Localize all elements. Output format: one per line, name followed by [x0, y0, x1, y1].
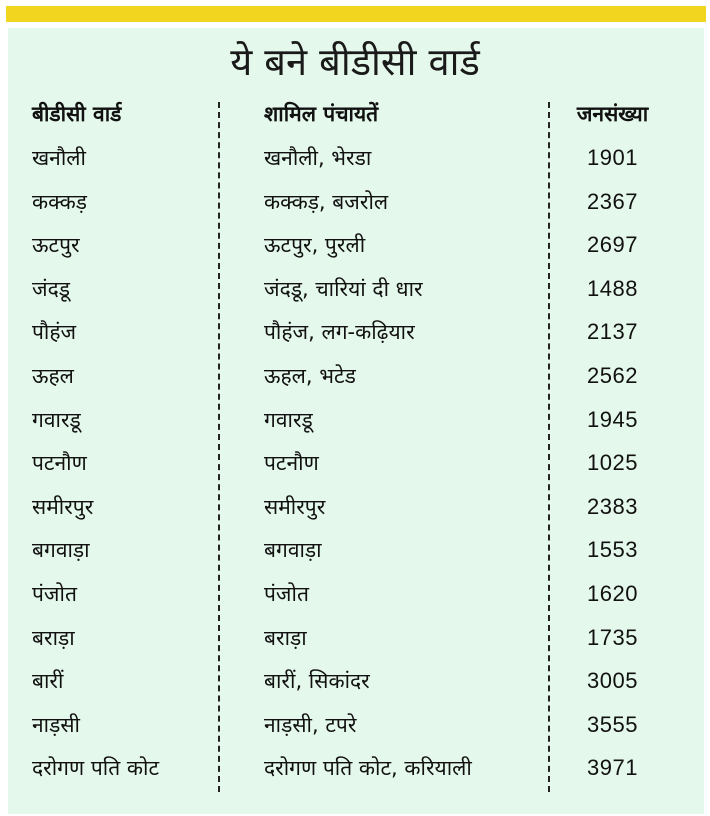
header-ward: बीडीसी वार्ड [32, 102, 122, 126]
panchayats-cell: दरोगण पति कोट, करियाली [264, 756, 472, 780]
header-population: जनसंख्या [576, 102, 649, 126]
ward-cell: जंदडू [32, 277, 70, 301]
population-cell: 2367 [587, 189, 638, 214]
population-cell: 1488 [587, 276, 638, 301]
ward-cell: बारीं [32, 669, 64, 693]
page-title: ये बने बीडीसी वार्ड [230, 40, 480, 84]
ward-cell: बराड़ा [32, 626, 75, 650]
ward-cell: कक्कड़ [32, 190, 87, 214]
ward-cell: पंजोत [32, 582, 77, 606]
ward-cell: ऊटपुर [32, 233, 80, 257]
ward-cell: खनौली [32, 146, 86, 170]
population-cell: 1901 [587, 145, 638, 170]
panchayats-cell: कक्कड़, बजरोल [264, 190, 389, 214]
population-cell: 2137 [587, 319, 638, 344]
ward-cell: ऊहल [32, 364, 74, 388]
panchayats-cell: समीरपुर [264, 495, 326, 519]
ward-cell: पौहंज [32, 320, 77, 344]
population-cell: 2562 [587, 363, 638, 388]
panchayats-cell: खनौली, भेरडा [264, 146, 372, 170]
top-accent-bar [6, 6, 706, 22]
panchayats-cell: नाड़सी, टपरे [264, 713, 357, 737]
population-cell: 1735 [587, 625, 638, 650]
population-cell: 1025 [587, 450, 638, 475]
panchayats-cell: पंजोत [264, 582, 309, 606]
population-cell: 1620 [587, 581, 638, 606]
panchayats-cell: बराड़ा [264, 626, 307, 650]
panchayats-cell: ऊहल, भटेड [264, 364, 356, 388]
header-panchayats: शामिल पंचायतें [264, 102, 379, 126]
population-cell: 1945 [587, 407, 638, 432]
ward-cell: नाड़सी [32, 713, 80, 737]
panchayats-cell: बगवाड़ा [264, 538, 322, 562]
population-cell: 3971 [587, 755, 638, 780]
panchayats-cell: जंदडू, चारियां दी धार [264, 277, 423, 301]
ward-cell: दरोगण पति कोट [32, 756, 160, 780]
column-divider-1 [218, 102, 220, 792]
column-divider-2 [548, 102, 550, 792]
ward-cell: बगवाड़ा [32, 538, 90, 562]
population-cell: 2383 [587, 494, 638, 519]
panchayats-cell: गवारडू [264, 408, 313, 432]
panchayats-cell: पौहंज, लग-कढ़ियार [264, 320, 415, 344]
population-cell: 2697 [587, 232, 638, 257]
population-cell: 3005 [587, 668, 638, 693]
panchayats-cell: बारीं, सिकांदर [264, 669, 370, 693]
ward-cell: पटनौण [32, 451, 87, 475]
ward-cell: गवारडू [32, 408, 81, 432]
panchayats-cell: ऊटपुर, पुरली [264, 233, 366, 257]
ward-cell: समीरपुर [32, 495, 94, 519]
panchayats-cell: पटनौण [264, 451, 319, 475]
population-cell: 3555 [587, 712, 638, 737]
population-cell: 1553 [587, 537, 638, 562]
